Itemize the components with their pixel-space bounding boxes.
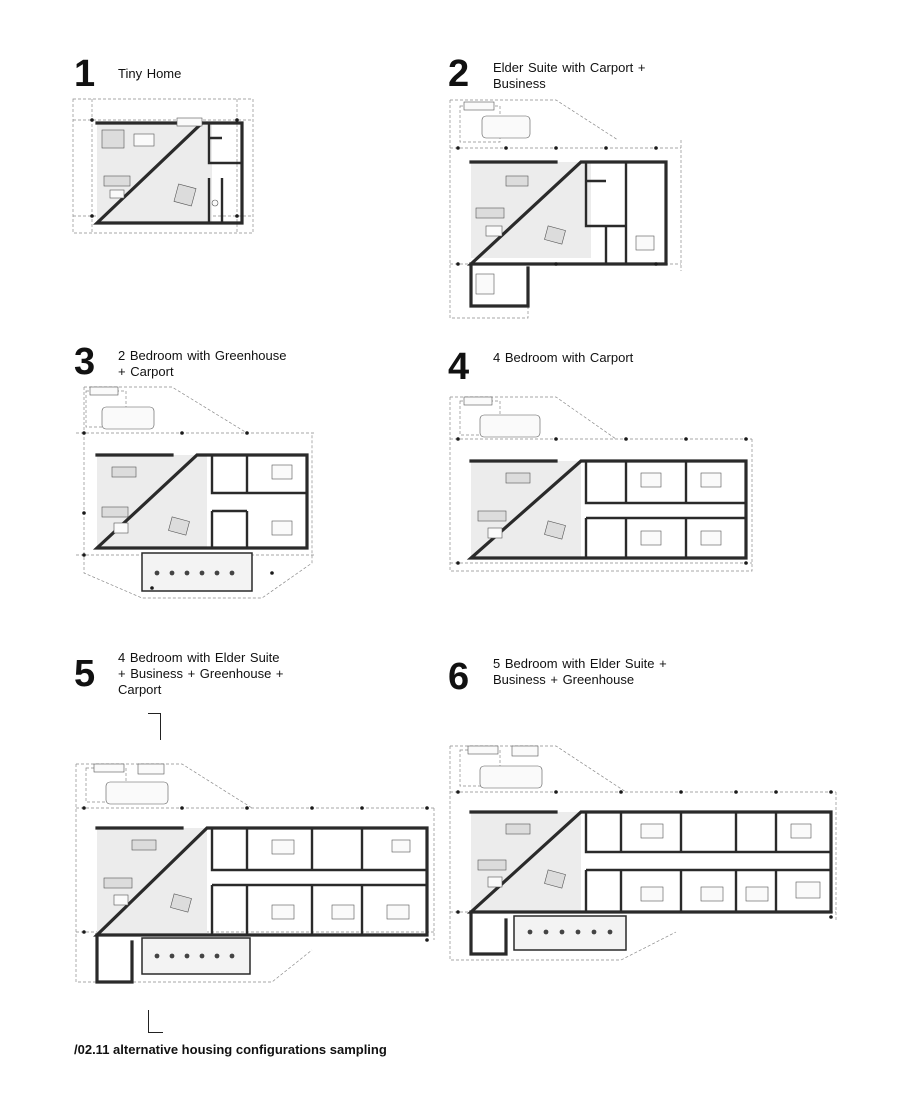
config-1-number: 1: [74, 53, 96, 95]
config-3-number: 3: [74, 341, 96, 383]
config-3-title: 2 Bedroom with Greenhouse + Carport: [118, 348, 287, 379]
config-2-floor-plan: [446, 96, 686, 322]
config-6-number: 6: [448, 656, 470, 698]
config-4-floor-plan: [446, 393, 758, 575]
config-4-title: 4 Bedroom with Carport: [493, 350, 634, 365]
crop-mark-bottom: [148, 1010, 163, 1033]
config-2-number: 2: [448, 53, 470, 95]
figure-caption: /02.11 alternative housing configurations sampling: [74, 1042, 387, 1057]
config-6-title: 5 Bedroom with Elder Suite + Business + Greenhouse: [493, 656, 667, 687]
config-6-floor-plan: [446, 742, 842, 966]
config-1-floor-plan: [72, 98, 257, 235]
config-5-title: 4 Bedroom with Elder Suite + Business + Greenhouse + Carport: [118, 650, 284, 697]
config-2-title: Elder Suite with Carport + Business: [493, 60, 646, 91]
config-4-number: 4: [448, 346, 470, 388]
config-5-number: 5: [74, 653, 96, 695]
config-3-floor-plan: [72, 383, 322, 605]
crop-mark-top: [148, 713, 161, 740]
config-1-title: Tiny Home: [118, 66, 182, 81]
config-5-floor-plan: [72, 760, 440, 988]
